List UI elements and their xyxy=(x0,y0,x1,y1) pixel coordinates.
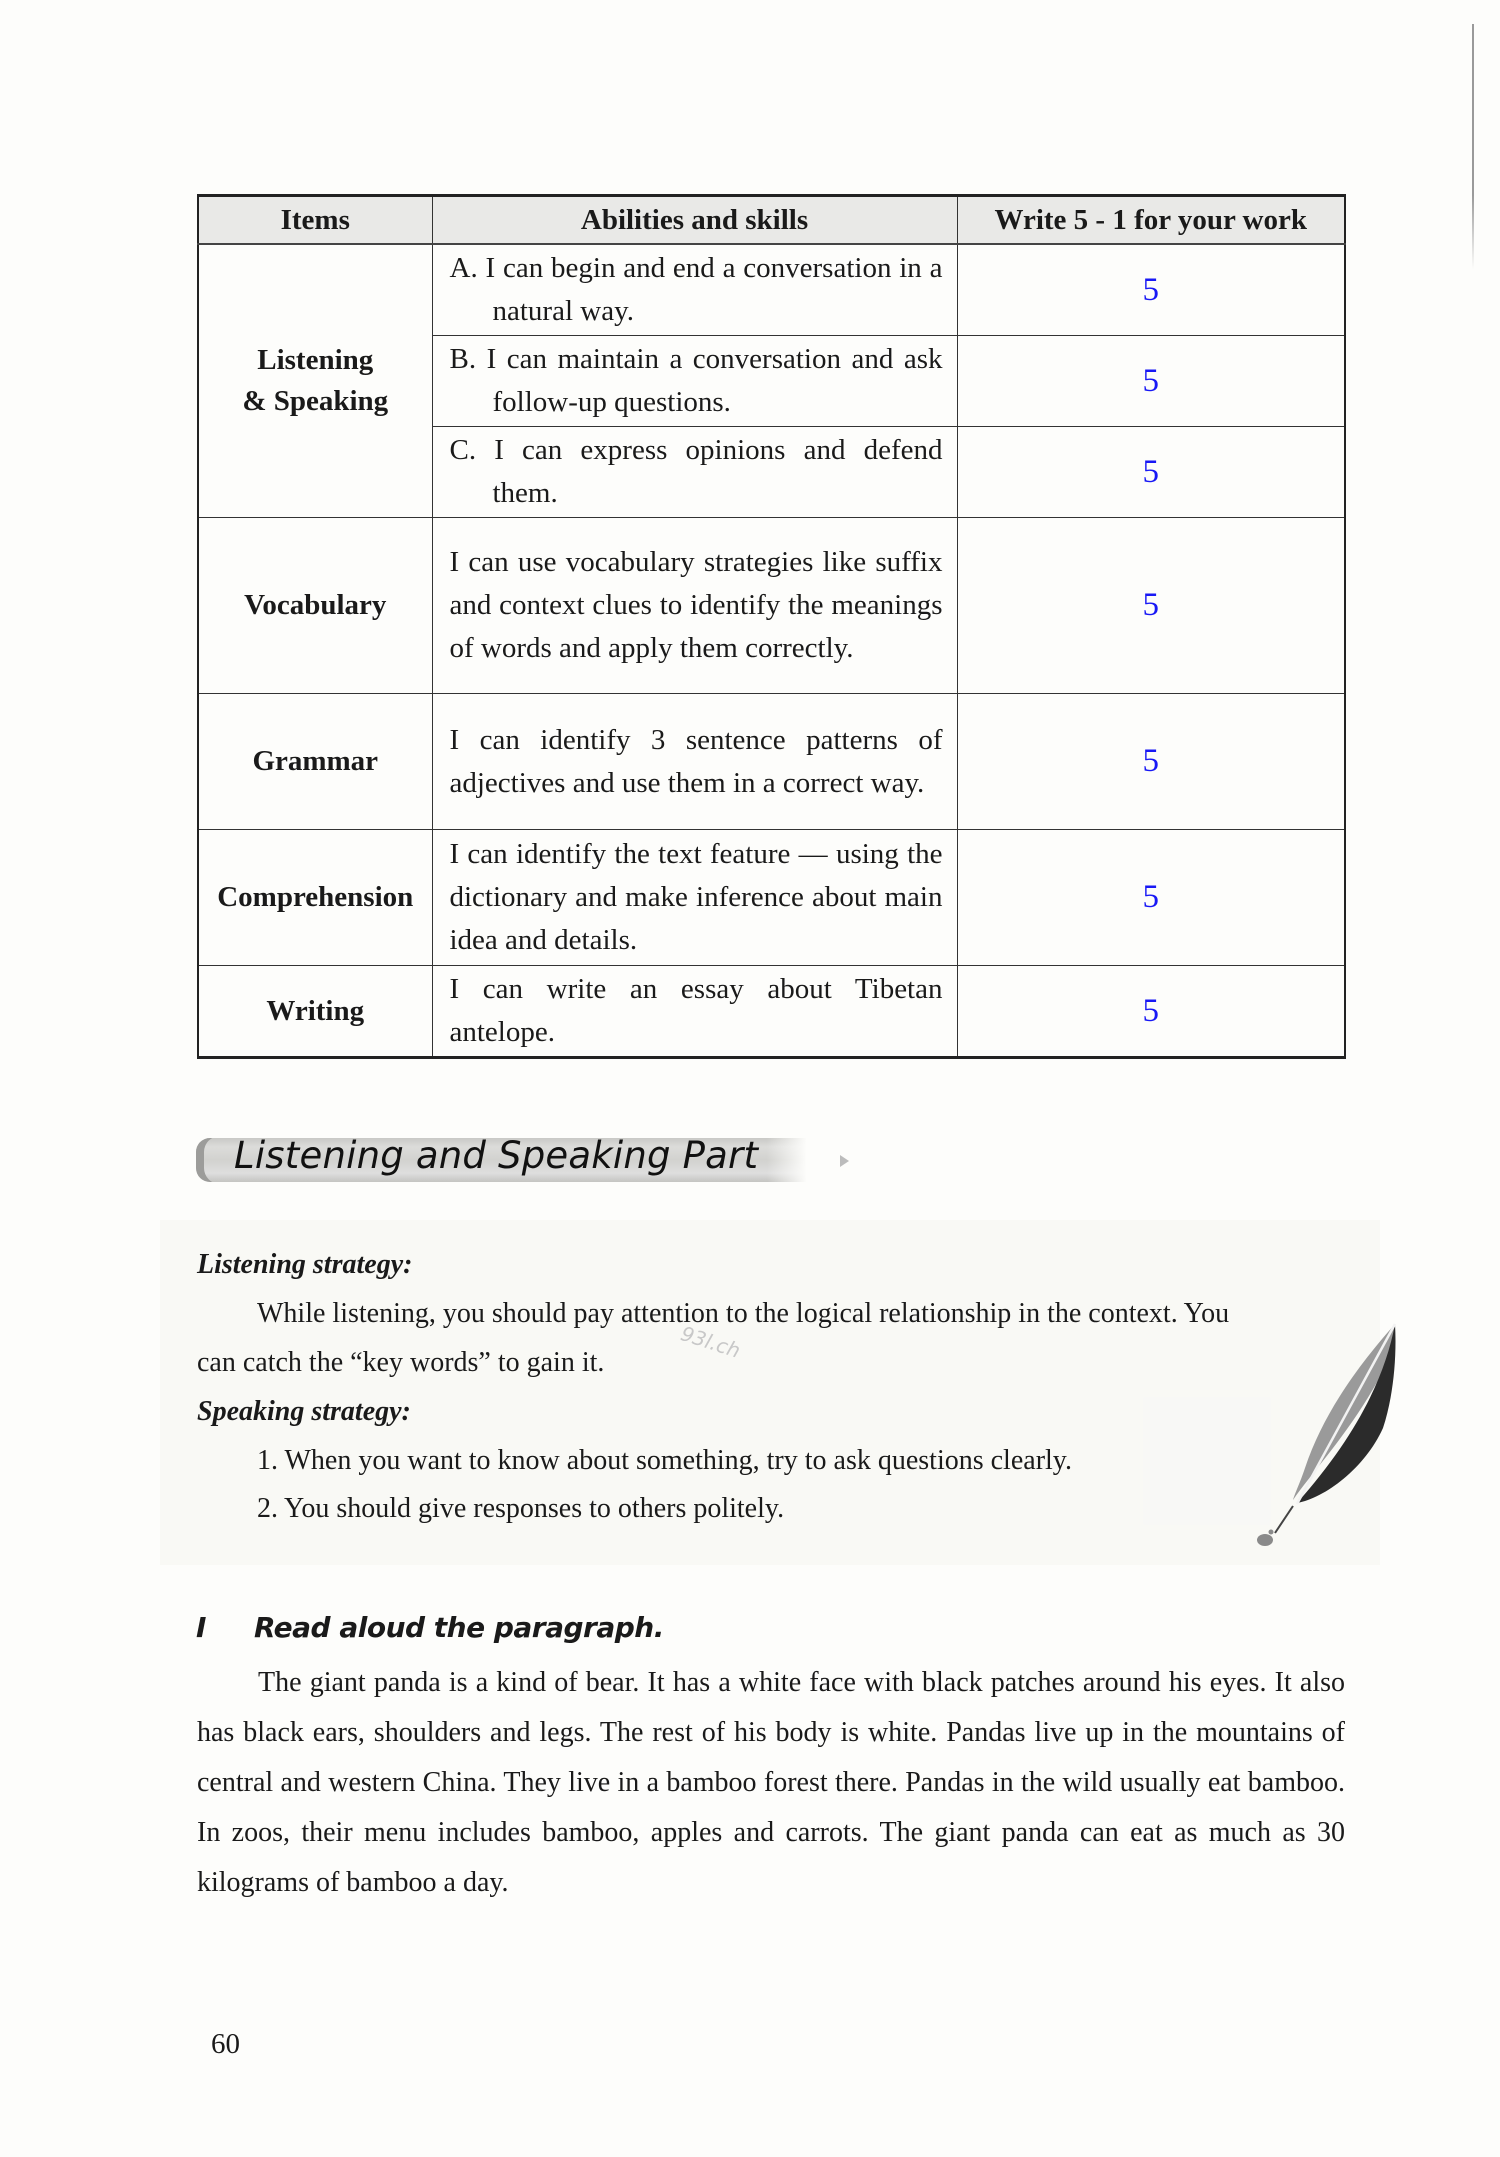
section-banner xyxy=(196,1134,806,1182)
table-row xyxy=(198,966,1345,1058)
ability-text: C. I can express opinions and defend them. xyxy=(432,427,957,518)
speaking-strategy-item-2: 2. You should give responses to others politely. xyxy=(257,1493,785,1524)
table-row xyxy=(198,830,1345,966)
table-row xyxy=(198,694,1345,830)
item-label-line: Listening xyxy=(257,344,374,376)
triangle-right-icon xyxy=(840,1155,849,1167)
listening-strategy-text-1: While listening, you should pay attention to the logical relationship in the context. You xyxy=(257,1298,1230,1329)
score-value[interactable]: 5 xyxy=(957,830,1345,966)
score-value[interactable]: 5 xyxy=(957,336,1345,427)
item-comprehension: Comprehension xyxy=(198,830,432,966)
score-value[interactable]: 5 xyxy=(957,966,1345,1058)
exercise-title: Read aloud the paragraph. xyxy=(254,1611,664,1644)
score-value[interactable]: 5 xyxy=(957,427,1345,518)
item-vocabulary: Vocabulary xyxy=(198,518,432,694)
speaking-strategy-title: Speaking strategy: xyxy=(197,1396,411,1427)
ability-text: A. I can begin and end a conversation in a natural way. xyxy=(432,244,957,336)
exercise-paragraph: The giant panda is a kind of bear. It has a white face with black patches around his eyes. It also has black ears, shoulders and legs. The rest of his body is white. Pandas live up in the mountains of central and western China. They live in a bamboo forest there. Pandas in the wild usually eat bamboo. In zoos, their menu includes bamboo, apples and carrots. The giant panda can eat as much as 30 kilograms of bamboo a day. xyxy=(197,1667,1345,1898)
item-writing: Writing xyxy=(198,966,432,1058)
ability-text: I can identify the text feature — using the dictionary and make inference about main idea and details. xyxy=(432,830,957,966)
ability-text: I can use vocabulary strategies like suffix and context clues to identify the meanings of words and apply them correctly. xyxy=(432,518,957,694)
header-abilities: Abilities and skills xyxy=(432,196,957,245)
item-grammar: Grammar xyxy=(198,694,432,830)
item-listening-speaking xyxy=(198,244,432,518)
score-value[interactable]: 5 xyxy=(957,244,1345,336)
table-header-row xyxy=(198,196,1345,245)
self-assessment-table xyxy=(197,194,1346,1059)
score-value[interactable]: 5 xyxy=(957,694,1345,830)
ability-text: I can identify 3 sentence patterns of adjectives and use them in a correct way. xyxy=(432,694,957,830)
header-score: Write 5 - 1 for your work xyxy=(957,196,1345,245)
watermark: 93l.ch xyxy=(677,1321,744,1363)
quill-feather-icon xyxy=(1245,1318,1405,1550)
ability-text: I can write an essay about Tibetan antelope. xyxy=(432,966,957,1058)
item-label-line: & Speaking xyxy=(242,385,389,417)
header-items: Items xyxy=(198,196,432,245)
listening-strategy-title: Listening strategy: xyxy=(197,1249,413,1280)
section-banner-title: Listening and Speaking Part xyxy=(234,1134,759,1177)
table-row xyxy=(198,518,1345,694)
table-row xyxy=(198,244,1345,336)
page-edge-line xyxy=(1472,24,1474,269)
listening-strategy-text-2: can catch the “key words” to gain it. xyxy=(197,1347,605,1378)
score-value[interactable]: 5 xyxy=(957,518,1345,694)
exercise-number: I xyxy=(196,1611,207,1644)
speaking-strategy-item-1: 1. When you want to know about something, try to ask questions clearly. xyxy=(257,1445,1072,1476)
ability-text: B. I can maintain a conversation and ask follow-up questions. xyxy=(432,336,957,427)
page-number: 60 xyxy=(211,2028,240,2060)
